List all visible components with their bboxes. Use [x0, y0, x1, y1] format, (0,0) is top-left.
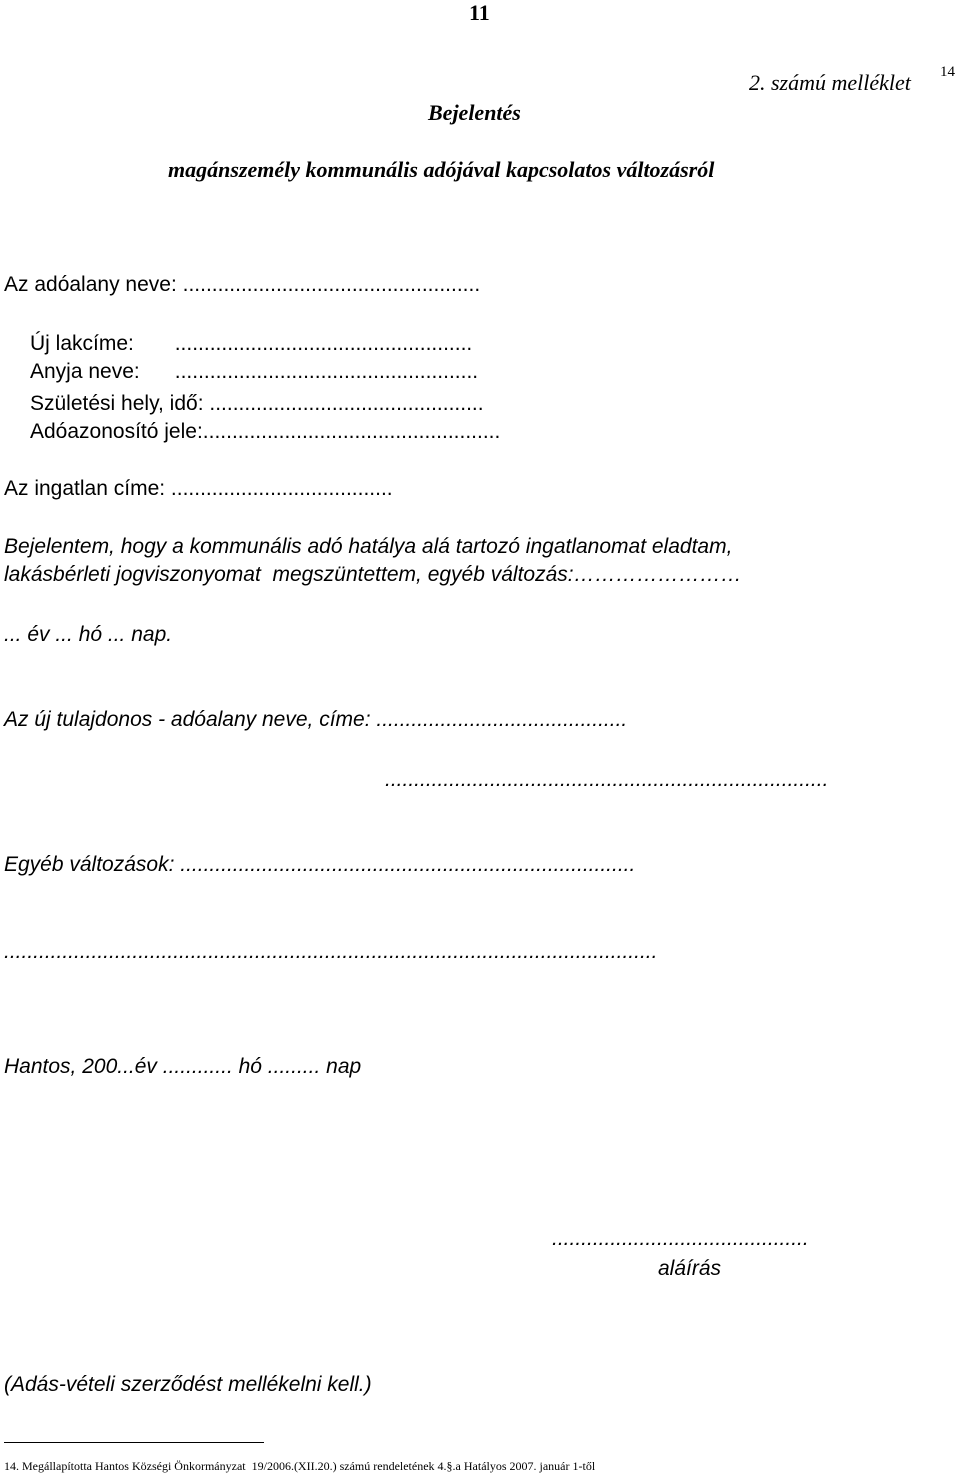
property-address-field: Az ingatlan címe: ...................................... — [4, 477, 393, 500]
tax-id-field: Adóazonosító jele:................................................... — [30, 420, 501, 443]
statement-line-2: lakásbérleti jogviszonyomat megszüntettem, egyéb változás:…………………… — [4, 563, 742, 586]
annex-footnote-ref: 14 — [940, 64, 955, 80]
footnote-separator — [4, 1442, 264, 1443]
footnote-text: 14. Megállapította Hantos Községi Önkormányzat 19/2006.(XII.20.) számú rendeletének 4.§.a Hatályos 2007. január 1-től — [4, 1459, 596, 1473]
other-changes-line-1: Egyéb változások: .............................................................................. — [4, 853, 636, 876]
signature-label: aláírás — [658, 1257, 722, 1280]
statement-date: ... év ... hó ... nap. — [4, 623, 173, 646]
attachment-note: (Adás-vételi szerződést mellékelni kell.) — [4, 1373, 372, 1396]
taxpayer-name-field: Az adóalany neve: ................................................... — [4, 273, 481, 296]
mother-name-field: Anyja neve: .................................................... — [30, 360, 479, 383]
annex-label: 2. számú melléklet — [749, 70, 911, 95]
birth-place-date-field: Születési hely, idő: ............................................... — [30, 392, 484, 415]
new-owner-line-2: ............................................................................ — [385, 768, 829, 791]
other-changes-line-2: ................................................................................................................ — [4, 940, 658, 963]
place-date: Hantos, 200...év ............ hó ......... nap — [4, 1055, 362, 1078]
new-owner-line-1: Az új tulajdonos - adóalany neve, címe: ........................................... — [4, 708, 628, 731]
new-address-field: Új lakcíme: ................................................... — [30, 332, 473, 355]
signature-line: ............................................ — [552, 1227, 809, 1250]
document-subtitle: magánszemély kommunális adójával kapcsolatos változásról — [168, 157, 715, 182]
statement-line-1: Bejelentem, hogy a kommunális adó hatálya alá tartozó ingatlanomat eladtam, — [4, 535, 733, 558]
document-title: Bejelentés — [428, 100, 521, 125]
page-number: 11 — [469, 0, 490, 25]
